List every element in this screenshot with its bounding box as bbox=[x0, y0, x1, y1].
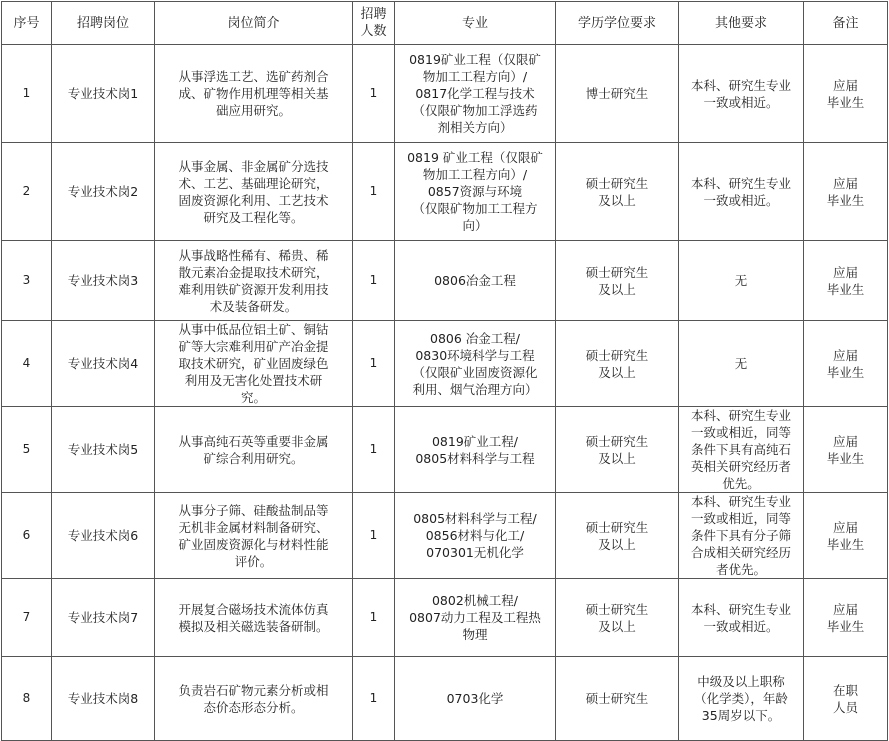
row-remark: 应届 毕业生 bbox=[804, 407, 888, 493]
row-major: 0819矿业工程（仅限矿 物加工工程方向）/ 0817化学工程与技术 （仅限矿物加工浮选药 剂相关方向） bbox=[395, 45, 556, 143]
header-count: 招聘 人数 bbox=[353, 2, 395, 45]
row-other: 本科、研究生专业 一致或相近。 bbox=[679, 143, 804, 241]
row-other: 无 bbox=[679, 321, 804, 407]
row-no: 3 bbox=[2, 241, 52, 321]
row-count: 1 bbox=[353, 143, 395, 241]
row-degree: 硕士研究生 及以上 bbox=[556, 321, 679, 407]
row-intro: 开展复合磁场技术流体仿真 模拟及相关磁选装备研制。 bbox=[155, 579, 353, 657]
row-major: 0819矿业工程/ 0805材料科学与工程 bbox=[395, 407, 556, 493]
row-post: 专业技术岗3 bbox=[52, 241, 155, 321]
row-degree: 硕士研究生 及以上 bbox=[556, 579, 679, 657]
table-row bbox=[2, 241, 888, 321]
header-other: 其他要求 bbox=[679, 2, 804, 45]
row-other: 中级及以上职称 （化学类），年龄 35周岁以下。 bbox=[679, 657, 804, 741]
row-intro: 负责岩石矿物元素分析或相 态价态形态分析。 bbox=[155, 657, 353, 741]
row-intro: 从事浮选工艺、选矿药剂合 成、矿物作用机理等相关基 础应用研究。 bbox=[155, 45, 353, 143]
row-post: 专业技术岗7 bbox=[52, 579, 155, 657]
row-other: 本科、研究生专业 一致或相近。 bbox=[679, 45, 804, 143]
header-no: 序号 bbox=[2, 2, 52, 45]
row-intro: 从事高纯石英等重要非金属 矿综合利用研究。 bbox=[155, 407, 353, 493]
row-intro: 从事中低品位铝土矿、铜钴 矿等大宗难利用矿产冶金提 取技术研究，矿业固废绿色 利用及无害化处置技术研 究。 bbox=[155, 321, 353, 407]
row-degree: 硕士研究生 及以上 bbox=[556, 407, 679, 493]
row-other: 本科、研究生专业 一致或相近。 bbox=[679, 579, 804, 657]
row-no: 5 bbox=[2, 407, 52, 493]
table-row bbox=[2, 407, 888, 493]
row-count: 1 bbox=[353, 407, 395, 493]
row-remark: 应届 毕业生 bbox=[804, 321, 888, 407]
row-no: 7 bbox=[2, 579, 52, 657]
table-row bbox=[2, 321, 888, 407]
row-no: 8 bbox=[2, 657, 52, 741]
row-major: 0703化学 bbox=[395, 657, 556, 741]
row-remark: 应届 毕业生 bbox=[804, 143, 888, 241]
row-no: 6 bbox=[2, 493, 52, 579]
row-remark: 应届 毕业生 bbox=[804, 241, 888, 321]
row-intro: 从事金属、非金属矿分选技 术、工艺、基础理论研究， 固废资源化利用、工艺技术 研究及工程化等。 bbox=[155, 143, 353, 241]
row-degree: 硕士研究生 及以上 bbox=[556, 241, 679, 321]
row-degree: 硕士研究生 及以上 bbox=[556, 493, 679, 579]
row-major: 0806冶金工程 bbox=[395, 241, 556, 321]
row-degree: 硕士研究生 及以上 bbox=[556, 143, 679, 241]
row-intro: 从事分子筛、硅酸盐制品等 无机非金属材料制备研究、 矿业固废资源化与材料性能 评价。 bbox=[155, 493, 353, 579]
row-no: 4 bbox=[2, 321, 52, 407]
row-degree: 博士研究生 bbox=[556, 45, 679, 143]
row-major: 0819 矿业工程（仅限矿 物加工工程方向）/ 0857资源与环境 （仅限矿物加工工程方 向） bbox=[395, 143, 556, 241]
header-intro: 岗位简介 bbox=[155, 2, 353, 45]
header-remark: 备注 bbox=[804, 2, 888, 45]
row-major: 0802机械工程/ 0807动力工程及工程热 物理 bbox=[395, 579, 556, 657]
table-row bbox=[2, 579, 888, 657]
row-post: 专业技术岗2 bbox=[52, 143, 155, 241]
row-post: 专业技术岗6 bbox=[52, 493, 155, 579]
row-count: 1 bbox=[353, 657, 395, 741]
table-row bbox=[2, 493, 888, 579]
recruitment-table bbox=[1, 1, 888, 741]
row-post: 专业技术岗8 bbox=[52, 657, 155, 741]
table-row bbox=[2, 143, 888, 241]
header-major: 专业 bbox=[395, 2, 556, 45]
row-remark: 在职 人员 bbox=[804, 657, 888, 741]
row-count: 1 bbox=[353, 321, 395, 407]
row-post: 专业技术岗5 bbox=[52, 407, 155, 493]
row-remark: 应届 毕业生 bbox=[804, 579, 888, 657]
row-other: 本科、研究生专业 一致或相近，同等 条件下具有分子筛 合成相关研究经历 者优先。 bbox=[679, 493, 804, 579]
row-intro: 从事战略性稀有、稀贵、稀 散元素冶金提取技术研究， 难利用铁矿资源开发利用技 术及装备研发。 bbox=[155, 241, 353, 321]
row-count: 1 bbox=[353, 493, 395, 579]
row-other: 本科、研究生专业 一致或相近，同等 条件下具有高纯石 英相关研究经历者 优先。 bbox=[679, 407, 804, 493]
table-row bbox=[2, 657, 888, 741]
header-row bbox=[2, 2, 888, 45]
row-major: 0805材料科学与工程/ 0856材料与化工/ 070301无机化学 bbox=[395, 493, 556, 579]
row-count: 1 bbox=[353, 45, 395, 143]
row-remark: 应届 毕业生 bbox=[804, 45, 888, 143]
row-count: 1 bbox=[353, 241, 395, 321]
row-other: 无 bbox=[679, 241, 804, 321]
table-row bbox=[2, 45, 888, 143]
row-degree: 硕士研究生 bbox=[556, 657, 679, 741]
row-major: 0806 冶金工程/ 0830环境科学与工程 （仅限矿业固废资源化 利用、烟气治理方向） bbox=[395, 321, 556, 407]
row-post: 专业技术岗4 bbox=[52, 321, 155, 407]
row-no: 1 bbox=[2, 45, 52, 143]
row-no: 2 bbox=[2, 143, 52, 241]
header-post: 招聘岗位 bbox=[52, 2, 155, 45]
header-degree: 学历学位要求 bbox=[556, 2, 679, 45]
row-post: 专业技术岗1 bbox=[52, 45, 155, 143]
row-remark: 应届 毕业生 bbox=[804, 493, 888, 579]
row-count: 1 bbox=[353, 579, 395, 657]
